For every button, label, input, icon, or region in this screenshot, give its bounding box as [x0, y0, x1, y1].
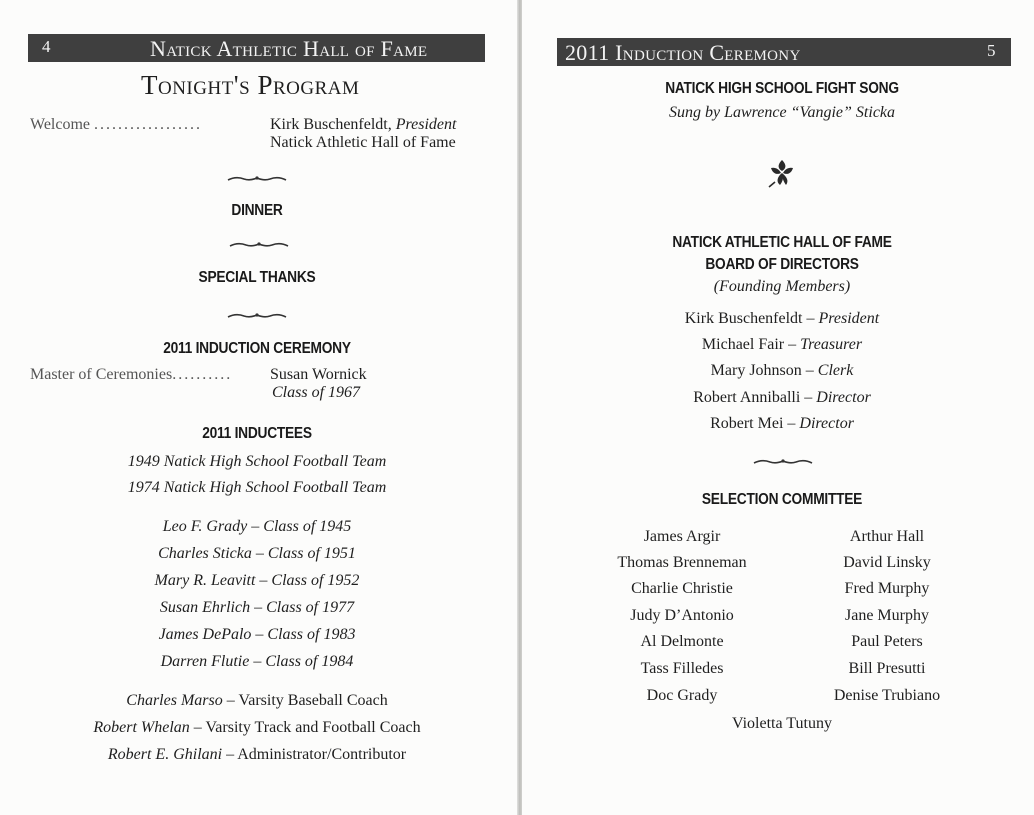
welcome-org: Natick Athletic Hall of Fame — [270, 134, 456, 151]
team-item: 1974 Natick High School Football Team — [127, 479, 387, 496]
committee-member: Fred Murphy — [844, 580, 930, 597]
ornament-icon — [752, 458, 814, 466]
ornament-icon — [228, 241, 290, 249]
ornament-icon — [226, 312, 288, 320]
committee-member: Doc Grady — [646, 687, 718, 704]
director-item: Kirk Buschenfeldt – President — [684, 310, 880, 327]
ceremony-heading: 2011 INDUCTION CEREMONY — [163, 340, 351, 357]
committee-heading: SELECTION COMMITTEE — [701, 491, 863, 508]
coach-item: Robert E. Ghilani – Administrator/Contributor — [107, 746, 407, 763]
inductee-item: Darren Flutie – Class of 1984 — [160, 653, 354, 670]
board-heading-line1: NATICK ATHLETIC HALL OF FAME — [672, 234, 892, 251]
right-header-banner — [557, 38, 1011, 66]
fight-song-subtitle: Sung by Lawrence “Vangie” Sticka — [668, 104, 896, 121]
left-header-banner — [28, 34, 485, 62]
committee-member: Paul Peters — [851, 633, 923, 650]
inductee-item: Leo F. Grady – Class of 1945 — [162, 518, 352, 535]
mc-label: Master of Ceremonies.......... — [30, 366, 233, 383]
director-item: Robert Mei – Director — [710, 415, 854, 432]
committee-member: James Argir — [643, 528, 721, 545]
inductee-item: James DePalo – Class of 1983 — [158, 626, 356, 643]
inductee-item: Susan Ehrlich – Class of 1977 — [159, 599, 355, 616]
right-page — [522, 0, 1034, 815]
committee-member: Arthur Hall — [849, 528, 925, 545]
inductee-item: Charles Sticka – Class of 1951 — [158, 545, 356, 562]
dinner-heading: DINNER — [231, 202, 283, 219]
board-subtitle: (Founding Members) — [713, 278, 851, 295]
welcome-name: Kirk Buschenfeldt, President — [270, 116, 457, 133]
page-number: 5 — [987, 41, 996, 60]
committee-member: Denise Trubiano — [833, 687, 941, 704]
committee-member: David Linsky — [843, 554, 931, 571]
program-title: Tonight's Program — [141, 70, 360, 100]
board-heading-line2: BOARD OF DIRECTORS — [705, 256, 859, 273]
director-item: Michael Fair – Treasurer — [701, 336, 863, 353]
header-title: 2011 Induction Ceremony — [565, 40, 801, 65]
committee-member: Thomas Brenneman — [617, 554, 747, 571]
mc-name: Susan Wornick — [270, 366, 367, 383]
team-item: 1949 Natick High School Football Team — [127, 453, 387, 470]
ornament-icon — [226, 175, 288, 183]
committee-member: Violetta Tutuny — [732, 715, 832, 732]
page-number: 4 — [42, 37, 51, 56]
committee-member: Al Delmonte — [640, 633, 724, 650]
mc-class: Class of 1967 — [272, 384, 361, 401]
inductee-item: Mary R. Leavitt – Class of 1952 — [154, 572, 360, 589]
inductees-heading: 2011 INDUCTEES — [202, 425, 312, 442]
committee-member: Tass Filledes — [640, 660, 724, 677]
fight-song-heading: NATICK HIGH SCHOOL FIGHT SONG — [665, 80, 899, 97]
header-title: Natick Athletic Hall of Fame — [150, 36, 428, 61]
leaf-ornament-icon — [765, 156, 799, 190]
special-thanks-heading: SPECIAL THANKS — [198, 269, 316, 286]
director-item: Mary Johnson – Clerk — [710, 362, 854, 379]
committee-member: Bill Presutti — [848, 660, 926, 677]
committee-member: Jane Murphy — [845, 607, 929, 624]
coach-item: Robert Whelan – Varsity Track and Football Coach — [93, 719, 421, 736]
committee-member: Charlie Christie — [631, 580, 733, 597]
coach-item: Charles Marso – Varsity Baseball Coach — [126, 692, 388, 709]
director-item: Robert Anniballi – Director — [693, 389, 871, 406]
welcome-label: Welcome .................. — [30, 116, 203, 133]
committee-member: Judy D’Antonio — [630, 607, 734, 624]
